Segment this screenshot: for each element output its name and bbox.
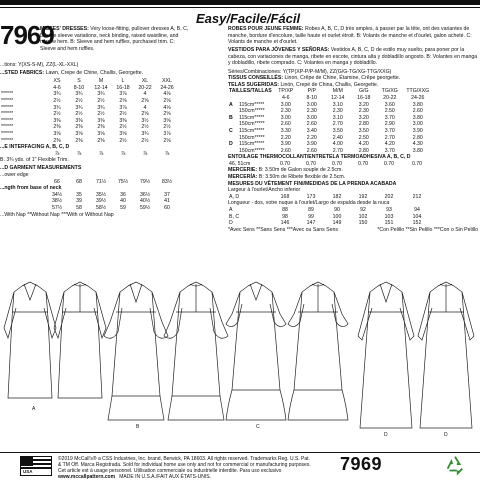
garment-sketches: [0, 278, 480, 450]
longueur-label: Longueur - dos, votre nuque à l'ourlet/Largo de espalda desde la nuca: [228, 200, 390, 207]
difficulty-label: Easy/Facile/Fácil: [196, 11, 301, 26]
mercerie-text: B: 3.50m de Galon souple de 2.5cm.: [258, 167, 343, 174]
table-row: 34½ 35 35½ 36 36½ 37: [51, 191, 170, 198]
header-rule-thin: [0, 7, 480, 8]
spanish-description-text: Vestidos A, B, C, D de estilo muy suelto, para poner por la cabeza, con variaciones de manga, ribete en escote, cintura alta y dobladillo angosto. B: Volantes en manga y dobladillo, ribete comprado. C: Volantes en manga y dobladillo.: [228, 47, 478, 67]
size-number-row: 4-6 8-10 12-14 16-18 20-22 24-26: [53, 84, 174, 91]
pattern-number: 7969: [0, 20, 54, 50]
spanish-nap-note: *Con Pelillo **Sin Pelillo ***Con o Sin Pelillo: [377, 226, 478, 233]
table-row: 38½ 39 39½ 40 40½ 41: [51, 198, 170, 205]
english-column: [40, 26, 190, 54]
telas-line: [228, 82, 478, 89]
figure-label-b: B: [136, 424, 140, 430]
table-row: 57½ 58 58½ 59 59½ 60: [51, 204, 170, 211]
tissus-heading: TISSUS CONSEILLÉS:: [228, 75, 284, 82]
footer-rule: [0, 452, 480, 453]
longueur-table: [228, 207, 432, 227]
figure-label-a: A: [32, 406, 36, 412]
table-row: 46, 51cm 0.70 0.70 0.70 0.70 0.70 0.70: [229, 160, 423, 167]
french-description-text: Robes A, B, C, D très amples, à passer par la tête, ont des variantes de manche, bordure d'encolure, taille haute et ourlet étroit. B: Volants de manche et d'ourlet, galon acheté. C: Volants de manche et d'ourlet.: [228, 26, 472, 46]
table-row: A 115cm***** 3.00 3.00 3.10 3.20 3.60 3.80: [229, 101, 423, 108]
sketch-c-back: [288, 282, 348, 420]
sketch-a-front: [4, 282, 56, 398]
table-row: 150cm***** 2.30 2.30 2.30 2.30 2.50 2.60: [239, 108, 423, 115]
length-table: [0, 192, 178, 212]
sketch-b-front: [104, 282, 168, 420]
entoilage-table: [228, 161, 432, 168]
usa-flag-icon: [20, 456, 52, 476]
french-spanish-column: [228, 26, 478, 233]
table-row: D 115cm***** 3.90 3.90 4.00 4.20 4.20 4.30: [229, 141, 423, 148]
table-row: C 115cm***** 3.30 3.40 3.50 3.50 3.70 3.90: [229, 127, 423, 134]
copyright-line-3: Cet article est à usage personnel. Utilisation commerciale ou industrielle interdite. Para uso exclusivo: [58, 468, 282, 474]
french-nap-note: *Avec Sens **Sans Sens ***Avec ou Sans Sens: [228, 226, 338, 233]
pattern-number-footer: 7969: [340, 454, 383, 474]
tissus-line: [228, 75, 478, 82]
english-title: MISSES' DRESSES:: [40, 26, 89, 32]
copyright-block: [58, 456, 378, 480]
fabrics-line: [0, 70, 196, 77]
metric-yardage-table: [228, 88, 433, 154]
interfacing-table: [0, 151, 178, 158]
table-row: 66 68 71½ 75½ 79½ 83½: [54, 178, 173, 185]
table-row: A, D 168 173 182 192 202 212: [229, 193, 422, 200]
telas-text: Linón, Crepé de China, Challis, Georgette.: [280, 81, 379, 88]
figure-label-d-back: D: [444, 432, 448, 438]
copyright-line-1: ©2019 McCall's® a CSS Industries, Inc. brand, Berwick, PA 18603. All rights reserved. Trademarks Reg. U.S. Pat.: [58, 456, 310, 462]
entoilage-heading: ENTOILAGE THERMOCOLLANT/ENTRETELA TERMOADHESIVA A, B, C, D: [228, 154, 411, 161]
sens-notes: [228, 227, 478, 234]
table-row: ****** 3¾ 3¾ 3¾ 3⅞ 4 4⅛: [1, 104, 171, 111]
garment-measurements-heading: ...D GARMENT MEASUREMENTS: [0, 165, 82, 172]
mesures-heading: MESURES DU VÊTEMENT FINI/MEDIDAS DE LA PRENDA ACABADA: [228, 180, 397, 187]
sketch-c-front: [226, 282, 286, 420]
sketch-a-back: [54, 282, 106, 398]
table-row: 150cm***** 2.60 2.60 2.70 2.80 3.70 3.80: [239, 147, 423, 154]
table-row: ⅞ ⅞ ⅞ ⅞ ⅞ ⅞: [54, 150, 170, 157]
english-specs: [0, 62, 196, 218]
table-row: A 88 89 90 92 93 94: [229, 207, 420, 214]
table-row: ****** 3¾ 3¾ 3¾ 3⅞ 4 4⅛: [1, 91, 171, 98]
fabrics-text: Lawn, Crepe de Chine, Challis, Georgette.: [45, 70, 144, 77]
lower-edge-table: [0, 179, 178, 186]
table-row: ****** 2½ 2½ 2½ 2½ 2⅝ 2⅝: [1, 111, 171, 118]
combinations: ...tions: Y(XS-S-M), ZZ(L-XL-XXL): [0, 62, 79, 68]
table-row: 150cm***** 2.60 2.60 2.70 2.80 2.90 3.00: [239, 121, 423, 128]
nap-note: ...With Nap **Without Nap ***With or Without Nap: [0, 211, 114, 218]
sketch-d-front: [358, 282, 414, 428]
figure-label-c: C: [256, 424, 260, 430]
fabrics-heading: ...STED FABRICS:: [0, 70, 45, 77]
french-title: ROBES POUR JEUNE FEMME:: [228, 26, 304, 32]
table-row: ****** 2⅜ 2⅜ 2⅜ 2½ 2½ 2⅝: [1, 137, 171, 144]
table-row: ****** 3⅜ 3⅜ 3⅜ 3⅜ 3½ 3⅝: [1, 117, 171, 124]
table-row: 150cm***** 2.20 2.20 2.40 2.50 2.70 2.80: [239, 134, 423, 141]
table-row: ****** 3⅝ 3⅝ 3⅝ 3⅝ 3¾ 3⅞: [1, 130, 171, 137]
tissus-text: Linon, Crêpe de Chine, Étamine, Crêpe georgette.: [284, 75, 401, 82]
english-description-text: Very loose-fitting, pullover dresses A, B, C, D have sleeve variations, neck binding, raised waistline, and narrow hem. B: Sleeve and hem ruffles, purchased trim. C: Sleeve and hem ruffles.: [40, 26, 189, 52]
largeur-label: Largeur à l'ourlet/Ancho inferior: [228, 187, 301, 194]
merceria-heading: MERCERÍA:: [228, 174, 258, 181]
series-line: Séries/Combinaciones: Y(TP(XP-P/P-M/M), ZZ(G/G-TG/XG-TTG/XXG): [228, 68, 392, 75]
telas-heading: TELAS SUGERIDAS:: [228, 81, 280, 88]
sketch-b-back: [164, 282, 228, 420]
copyright-line-2: & TM Off. Marca Registrada. Sold for individual home use only and not for commercial or manufacturing purposes.: [58, 462, 311, 468]
size-number-row: 4-6 8-10 12-14 16-18 20-22 24-26: [282, 94, 425, 101]
table-row: ****** 2½ 2½ 2½ 2⅝ 2⅝ 2⅝: [1, 97, 171, 104]
french-description: [228, 26, 478, 46]
usa-badge-text: USA: [23, 469, 33, 474]
website-link[interactable]: www.mccallpattern.com: [58, 474, 116, 480]
largeur-table: [228, 194, 432, 201]
merceria-line: [228, 174, 478, 181]
table-row: D 146 147 149 150 151 152: [229, 220, 422, 227]
made-in-label: MADE IN U.S.A./FAIT AUX ÉTATS-UNIS.: [119, 474, 211, 480]
footer-url-line: [58, 474, 378, 480]
lower-edge-label: ...ower edge: [0, 172, 29, 178]
header-rule: [0, 0, 480, 5]
size-header-row: XS S M L XL XXL: [53, 78, 172, 85]
figure-label-d-front: D: [384, 432, 388, 438]
mercerie-heading: MERCERIE:: [228, 167, 258, 174]
table-row: B, C 98 99 100 102 103 104: [229, 213, 422, 220]
table-row: B 115cm***** 3.00 3.00 3.10 3.20 3.70 3.80: [229, 114, 423, 121]
table-row: ****** 2⅜ 2⅜ 2⅜ 2½ 2½ 2½: [1, 124, 171, 131]
length-label: ...ngth from base of neck: [0, 185, 62, 192]
recycle-icon: [444, 454, 466, 476]
spanish-description: [228, 47, 478, 67]
trim-note: B. 3¾ yds. of 1" Flexible Trim.: [0, 157, 69, 164]
sketch-d-back: [418, 282, 474, 428]
size-header-row: TAILLES/TALLAS TP/XP P/P M/M G/G TG/XG TTG/XXG: [229, 88, 430, 95]
merceria-text: B: 3.50m de Ribete flexible de 2.5cm.: [258, 174, 346, 181]
yardage-table: [0, 78, 178, 144]
english-description: [40, 26, 190, 52]
interfacing-heading: ...E INTERFACING A, B, C, D: [0, 144, 70, 151]
spanish-title: VESTIDOS PARA JÓVENES Y SEÑORAS:: [228, 47, 330, 54]
